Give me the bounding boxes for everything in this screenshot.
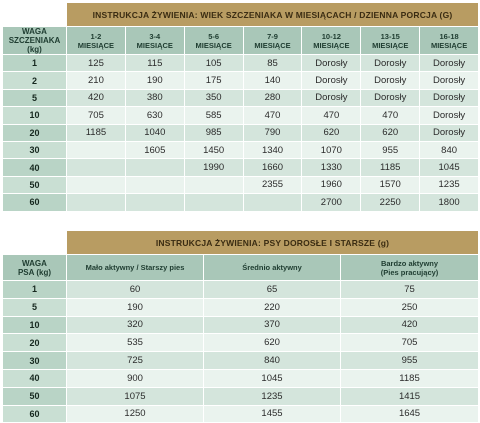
puppy-feeding-table <box>2 2 479 212</box>
puppy-row-weight: 5 <box>3 89 67 106</box>
adult-column-header-line: Bardzo aktywny <box>380 258 439 268</box>
adult-cell: 370 <box>204 316 341 334</box>
table-row <box>3 194 479 211</box>
puppy-cell: 2250 <box>361 194 420 211</box>
puppy-column-header <box>67 27 126 55</box>
puppy-cell: 210 <box>67 72 126 89</box>
puppy-cell: 1990 <box>184 159 243 176</box>
puppy-cell: Dorosły <box>420 89 479 106</box>
puppy-cell: Dorosły <box>420 124 479 141</box>
puppy-cell: 380 <box>125 89 184 106</box>
puppy-cell: 85 <box>243 55 302 72</box>
puppy-row-weight: 30 <box>3 141 67 158</box>
adult-cell: 75 <box>341 281 479 299</box>
adult-feeding-table <box>2 230 479 423</box>
puppy-column-header-line: MIESIĄCE <box>313 40 350 50</box>
puppy-column-header-line: MIESIĄCE <box>195 40 232 50</box>
puppy-cell: 585 <box>184 107 243 124</box>
table-row <box>3 141 479 158</box>
puppy-cell: 705 <box>67 107 126 124</box>
puppy-column-header-line: MIESIĄCE <box>77 40 115 50</box>
adult-cell: 1075 <box>67 387 204 405</box>
table-row <box>3 72 479 89</box>
puppy-column-header-line: MIESIĄCE <box>254 40 291 50</box>
table-row <box>3 405 479 423</box>
table-row <box>3 334 479 352</box>
puppy-cell: 280 <box>243 89 302 106</box>
puppy-column-header-line: 3-4 <box>149 31 161 41</box>
table-row <box>3 159 479 176</box>
puppy-column-header-line: 16-18 <box>439 31 459 41</box>
table-row <box>3 55 479 72</box>
adult-column-header <box>67 255 204 281</box>
adult-cell: 1250 <box>67 405 204 423</box>
puppy-cell: 115 <box>125 55 184 72</box>
adult-cell: 1185 <box>341 369 479 387</box>
adult-column-header-line: (Pies pracujący) <box>380 267 439 277</box>
puppy-column-header <box>420 27 479 55</box>
adult-cell: 60 <box>67 281 204 299</box>
puppy-cell: 1570 <box>361 176 420 193</box>
puppy-cell: Dorosły <box>420 107 479 124</box>
adult-column-header-line: Średnio aktywny <box>242 263 302 272</box>
puppy-row-weight: 2 <box>3 72 67 89</box>
puppy-cell: 190 <box>125 72 184 89</box>
adult-cell: 220 <box>204 298 341 316</box>
adult-feeding-table-section <box>2 230 478 423</box>
puppy-cell: Dorosły <box>302 89 361 106</box>
puppy-cell: 1960 <box>302 176 361 193</box>
puppy-weight-header-line: (kg) <box>27 45 42 54</box>
table-row <box>3 107 479 124</box>
puppy-column-header <box>184 27 243 55</box>
puppy-column-header-line: MIESIĄCE <box>136 40 173 50</box>
puppy-cell <box>67 194 126 211</box>
puppy-cell: 1040 <box>125 124 184 141</box>
puppy-cell: 1330 <box>302 159 361 176</box>
puppy-cell: Dorosły <box>361 89 420 106</box>
puppy-cell: 105 <box>184 55 243 72</box>
puppy-cell <box>125 176 184 193</box>
puppy-row-weight: 20 <box>3 124 67 141</box>
puppy-cell: 1185 <box>67 124 126 141</box>
puppy-cell: 955 <box>361 141 420 158</box>
puppy-cell <box>125 194 184 211</box>
puppy-cell: 1045 <box>420 159 479 176</box>
puppy-row-weight: 40 <box>3 159 67 176</box>
table-row <box>3 369 479 387</box>
adult-corner <box>3 231 67 255</box>
puppy-cell: Dorosły <box>302 72 361 89</box>
puppy-cell: 1185 <box>361 159 420 176</box>
puppy-cell: 620 <box>361 124 420 141</box>
puppy-cell <box>184 194 243 211</box>
puppy-feeding-table-section <box>2 2 478 212</box>
puppy-cell: Dorosły <box>361 55 420 72</box>
puppy-column-header <box>125 27 184 55</box>
adult-cell: 1045 <box>204 369 341 387</box>
puppy-column-header-line: 5-6 <box>208 31 220 41</box>
puppy-cell: Dorosły <box>361 72 420 89</box>
puppy-column-header-line: MIESIĄCE <box>430 40 468 50</box>
puppy-cell <box>243 194 302 211</box>
adult-column-header <box>341 255 479 281</box>
adult-cell: 1235 <box>204 387 341 405</box>
adult-column-header-row <box>3 255 479 281</box>
puppy-row-weight: 60 <box>3 194 67 211</box>
table-row <box>3 387 479 405</box>
adult-cell: 1455 <box>204 405 341 423</box>
puppy-column-header-line: 13-15 <box>380 31 400 41</box>
adult-cell: 955 <box>341 352 479 370</box>
puppy-cell: 125 <box>67 55 126 72</box>
puppy-cell: 470 <box>243 107 302 124</box>
adult-row-weight: 60 <box>3 405 67 423</box>
adult-title: INSTRUKCJA ŻYWIENIA: PSY DOROSŁE I STARSZE (g) <box>67 231 479 255</box>
puppy-cell: 1235 <box>420 176 479 193</box>
puppy-cell: 630 <box>125 107 184 124</box>
puppy-title-row <box>3 3 479 27</box>
adult-cell: 1415 <box>341 387 479 405</box>
adult-row-weight: 5 <box>3 298 67 316</box>
puppy-cell: 1660 <box>243 159 302 176</box>
puppy-cell: Dorosły <box>420 55 479 72</box>
table-row <box>3 281 479 299</box>
adult-cell: 620 <box>204 334 341 352</box>
adult-column-header-line: Mało aktywny / Starszy pies <box>85 263 185 272</box>
puppy-column-header-line: 10-12 <box>321 31 341 41</box>
adult-cell: 1645 <box>341 405 479 423</box>
adult-column-header <box>204 255 341 281</box>
adult-row-weight: 50 <box>3 387 67 405</box>
puppy-cell <box>67 176 126 193</box>
adult-row-weight: 10 <box>3 316 67 334</box>
adult-weight-header-line: WAGA <box>22 258 47 268</box>
adult-row-weight: 30 <box>3 352 67 370</box>
puppy-cell: 140 <box>243 72 302 89</box>
puppy-column-header <box>361 27 420 55</box>
adult-cell: 840 <box>204 352 341 370</box>
puppy-cell: 350 <box>184 89 243 106</box>
puppy-cell: Dorosły <box>302 55 361 72</box>
puppy-row-weight: 1 <box>3 55 67 72</box>
puppy-cell <box>125 159 184 176</box>
table-row <box>3 89 479 106</box>
adult-weight-header-line: PSA (kg) <box>17 267 52 277</box>
adult-cell: 900 <box>67 369 204 387</box>
puppy-cell: 1340 <box>243 141 302 158</box>
adult-row-weight: 40 <box>3 369 67 387</box>
puppy-cell: 840 <box>420 141 479 158</box>
adult-cell: 725 <box>67 352 204 370</box>
puppy-cell: Dorosły <box>420 72 479 89</box>
puppy-column-header-line: MIESIĄCE <box>372 40 409 50</box>
puppy-cell: 470 <box>302 107 361 124</box>
puppy-title: INSTRUKCJA ŻYWIENIA: WIEK SZCZENIAKA W MIESIĄCACH / DZIENNA PORCJA (G) <box>67 3 479 27</box>
puppy-cell: 1070 <box>302 141 361 158</box>
puppy-column-header-line: 1-2 <box>90 31 102 41</box>
adult-cell: 250 <box>341 298 479 316</box>
puppy-column-header-row <box>3 27 479 55</box>
puppy-corner <box>3 3 67 27</box>
adult-cell: 420 <box>341 316 479 334</box>
adult-cell: 190 <box>67 298 204 316</box>
puppy-cell: 790 <box>243 124 302 141</box>
table-row <box>3 176 479 193</box>
adult-row-weight: 1 <box>3 281 67 299</box>
adult-cell: 705 <box>341 334 479 352</box>
puppy-cell: 2700 <box>302 194 361 211</box>
puppy-column-header <box>243 27 302 55</box>
puppy-column-header-line: 7-9 <box>267 31 278 41</box>
puppy-weight-header-line: WAGA <box>22 27 47 36</box>
puppy-row-weight: 50 <box>3 176 67 193</box>
puppy-cell: 420 <box>67 89 126 106</box>
puppy-cell: 1605 <box>125 141 184 158</box>
table-row <box>3 298 479 316</box>
puppy-weight-header <box>3 27 67 55</box>
adult-cell: 65 <box>204 281 341 299</box>
puppy-cell: 620 <box>302 124 361 141</box>
adult-cell: 535 <box>67 334 204 352</box>
table-row <box>3 352 479 370</box>
puppy-cell: 985 <box>184 124 243 141</box>
puppy-cell: 1800 <box>420 194 479 211</box>
puppy-cell <box>184 176 243 193</box>
puppy-column-header <box>302 27 361 55</box>
adult-title-row <box>3 231 479 255</box>
puppy-cell: 175 <box>184 72 243 89</box>
puppy-cell <box>67 159 126 176</box>
table-row <box>3 316 479 334</box>
adult-cell: 320 <box>67 316 204 334</box>
puppy-row-weight: 10 <box>3 107 67 124</box>
puppy-cell: 470 <box>361 107 420 124</box>
table-row <box>3 124 479 141</box>
puppy-cell: 1450 <box>184 141 243 158</box>
adult-weight-header <box>3 255 67 281</box>
adult-row-weight: 20 <box>3 334 67 352</box>
puppy-cell: 2355 <box>243 176 302 193</box>
puppy-weight-header-line: SZCZENIAKA <box>8 36 61 45</box>
puppy-cell <box>67 141 126 158</box>
